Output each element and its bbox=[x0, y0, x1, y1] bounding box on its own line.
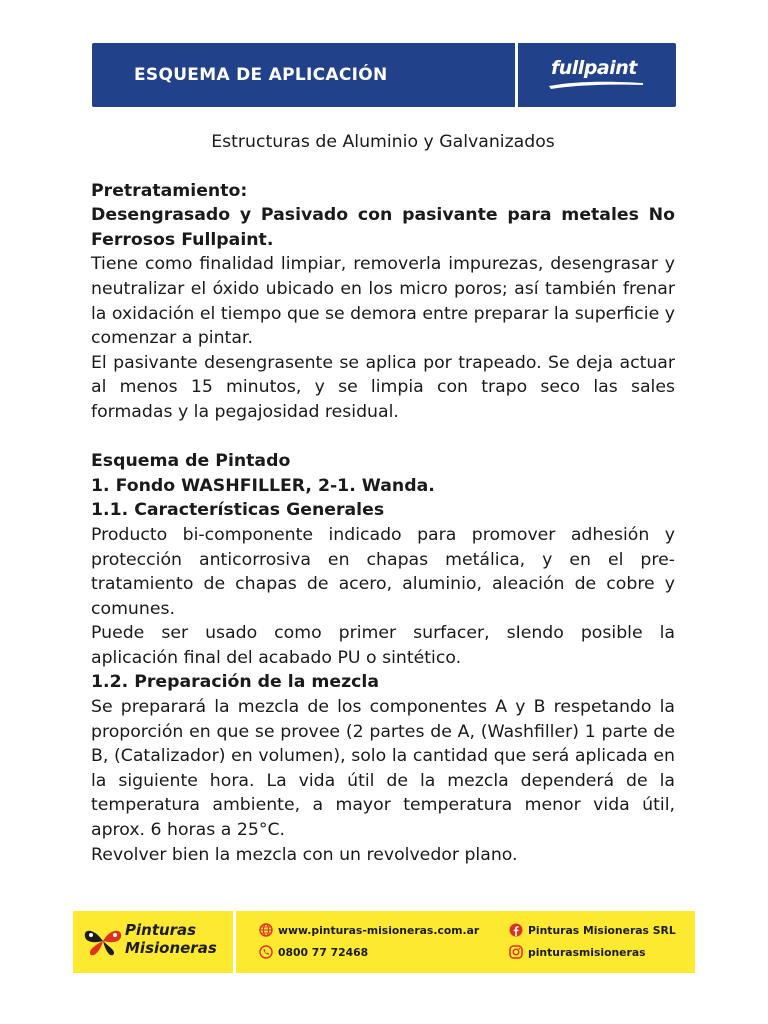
pintado-heading: Esquema de Pintado bbox=[91, 451, 291, 472]
phone-contact bbox=[259, 945, 368, 959]
caracteristicas-paragraph-2: Puede ser usado como primer surfacer, sIendo posible la aplicación final del acabado PU o sintético. bbox=[91, 623, 675, 668]
section-gap bbox=[91, 425, 675, 450]
fondo-heading: 1. Fondo WASHFILLER, 2-1. Wanda. bbox=[91, 475, 435, 496]
company-name-line-2: Misioneras bbox=[125, 939, 217, 957]
pretratamiento-heading: Pretratamiento: bbox=[91, 180, 248, 201]
pinturas-misioneras-logo bbox=[81, 919, 231, 965]
header-divider bbox=[515, 43, 518, 107]
caracteristicas-heading: 1.1. Características Generales bbox=[91, 500, 385, 521]
facebook-icon bbox=[509, 923, 523, 937]
document-body bbox=[91, 130, 675, 867]
pretratamiento-paragraph-1: Tiene como finalidad limpiar, removerla impurezas, desengrasar y neutralizar el óxido ubicado en los micro poros; así también frenar la oxidación el tiempo que se demora entre preparar la superficie y comenzar a pintar. bbox=[91, 254, 675, 349]
footer-bar bbox=[73, 911, 695, 973]
pretratamiento-paragraph-2: El pasivante desengrasente se aplica por trapeado. Se deja actuar al menos 15 minutos, y se limpia con trapo seco las sales formadas y la pegajosidad residual. bbox=[91, 352, 675, 422]
fullpaint-logo bbox=[529, 49, 669, 101]
instagram-contact bbox=[509, 945, 646, 959]
facebook-contact bbox=[509, 923, 676, 937]
preparacion-paragraph-1: Se preparará la mezcla de los componentes A y B respetando la proporción en que se provee (2 partes de A, (Washfiller) 1 parte de B, (Catalizador) en volumen), solo la cantidad que será aplicada en la siguiente hora. La vida útil de la mezcla dependerá de la temperatura ambiente, a mayor temperatura menor vida útil, aprox. 6 horas a 25°C. bbox=[91, 697, 675, 841]
swoosh-icon bbox=[547, 79, 647, 91]
caracteristicas-paragraph-1: Producto bi-componente indicado para promover adhesión y protección anticorrosiva en chapas metálica, y en el pre-tratamiento de chapas de acero, aluminio, aleación de cobre y comunes. bbox=[91, 524, 675, 619]
phone-number[interactable]: 0800 77 72468 bbox=[278, 945, 369, 959]
website-contact bbox=[259, 923, 479, 937]
facebook-link[interactable]: Pinturas Misioneras SRL bbox=[528, 923, 676, 937]
instagram-link[interactable]: pinturasmisioneras bbox=[528, 945, 646, 959]
header-banner bbox=[92, 43, 676, 107]
globe-icon bbox=[259, 923, 273, 937]
footer-divider bbox=[233, 911, 236, 973]
phone-icon bbox=[259, 945, 273, 959]
preparacion-heading: 1.2. Preparación de la mezcla bbox=[91, 672, 380, 693]
website-link[interactable]: www.pinturas-misioneras.com.ar bbox=[278, 923, 480, 937]
pretratamiento-subheading: Desengrasado y Pasivado con pasivante para metales No Ferrosos Fullpaint. bbox=[91, 205, 675, 250]
company-name-line-1: Pinturas bbox=[125, 921, 197, 939]
header-title: ESQUEMA DE APLICACIÓN bbox=[134, 65, 388, 85]
instagram-icon bbox=[509, 945, 523, 959]
pinturas-misioneras-name bbox=[125, 921, 217, 957]
preparacion-paragraph-2: Revolver bien la mezcla con un revolvedor plano. bbox=[91, 844, 518, 865]
page-title: Estructuras de Aluminio y Galvanizados bbox=[211, 132, 555, 152]
fullpaint-logo-text: fullpaint bbox=[551, 57, 637, 79]
butterfly-icon bbox=[81, 925, 125, 957]
